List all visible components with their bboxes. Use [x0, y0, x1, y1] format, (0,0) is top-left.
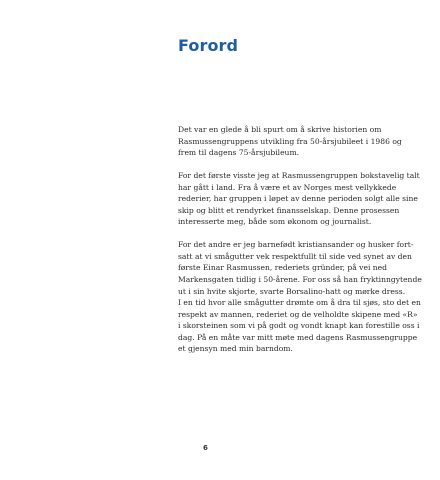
text-line: i skorsteinen som vi på godt og vondt knapt kan forestille oss i: [178, 321, 420, 331]
text-line: dag. På en måte var mitt møte med dagens Rasmussengruppe: [178, 332, 418, 342]
text-line: I en tid hvor alle smågutter drømte om å dra til sjøs, sto det en: [178, 298, 421, 308]
text-line: satt at vi smågutter vek respektfullt til side ved synet av den: [178, 251, 412, 261]
text-line: har gått i land. Fra å være et av Norges mest vellykkede: [178, 182, 397, 192]
text-line: respekt av mannen, rederiet og de velholdte skipene med «R»: [178, 309, 418, 319]
text-line: ut i sin hvite skjorte, svarte Borsalino-hatt og mørke dress.: [178, 286, 406, 296]
text-line: For det andre er jeg barnefødt kristiansander og husker fort-: [178, 240, 414, 250]
text-line: For det første visste jeg at Rasmussengruppen bokstavelig talt: [178, 171, 420, 181]
paragraph-3: [178, 239, 422, 354]
text-line: Det var en glede å bli spurt om å skrive historien om: [178, 125, 382, 134]
paragraph-1: [178, 124, 410, 159]
text-line: frem til dagens 75-årsjubileum.: [178, 148, 300, 158]
paragraph-2: [178, 170, 420, 228]
text-line: Rasmussengruppens utvikling fra 50-årsjubileet i 1986 og: [178, 136, 402, 146]
text-line: interesserte meg, både som økonom og journalist.: [178, 217, 372, 227]
page-title: Forord: [178, 36, 239, 55]
body-text: [178, 124, 422, 366]
text-line: første Einar Rasmussen, rederiets gründer, på vei ned: [178, 263, 388, 273]
text-line: skip og blitt et rendyrket finansselskap. Denne prosessen: [178, 205, 400, 215]
text-line: rederier, har gruppen i løpet av denne perioden solgt alle sine: [178, 194, 418, 204]
text-line: et gjensyn med min barndom.: [178, 344, 293, 354]
text-line: Markensgaten tidlig i 50-årene. For oss så han fryktinngytende: [178, 275, 422, 285]
page-number: 6: [203, 444, 208, 452]
